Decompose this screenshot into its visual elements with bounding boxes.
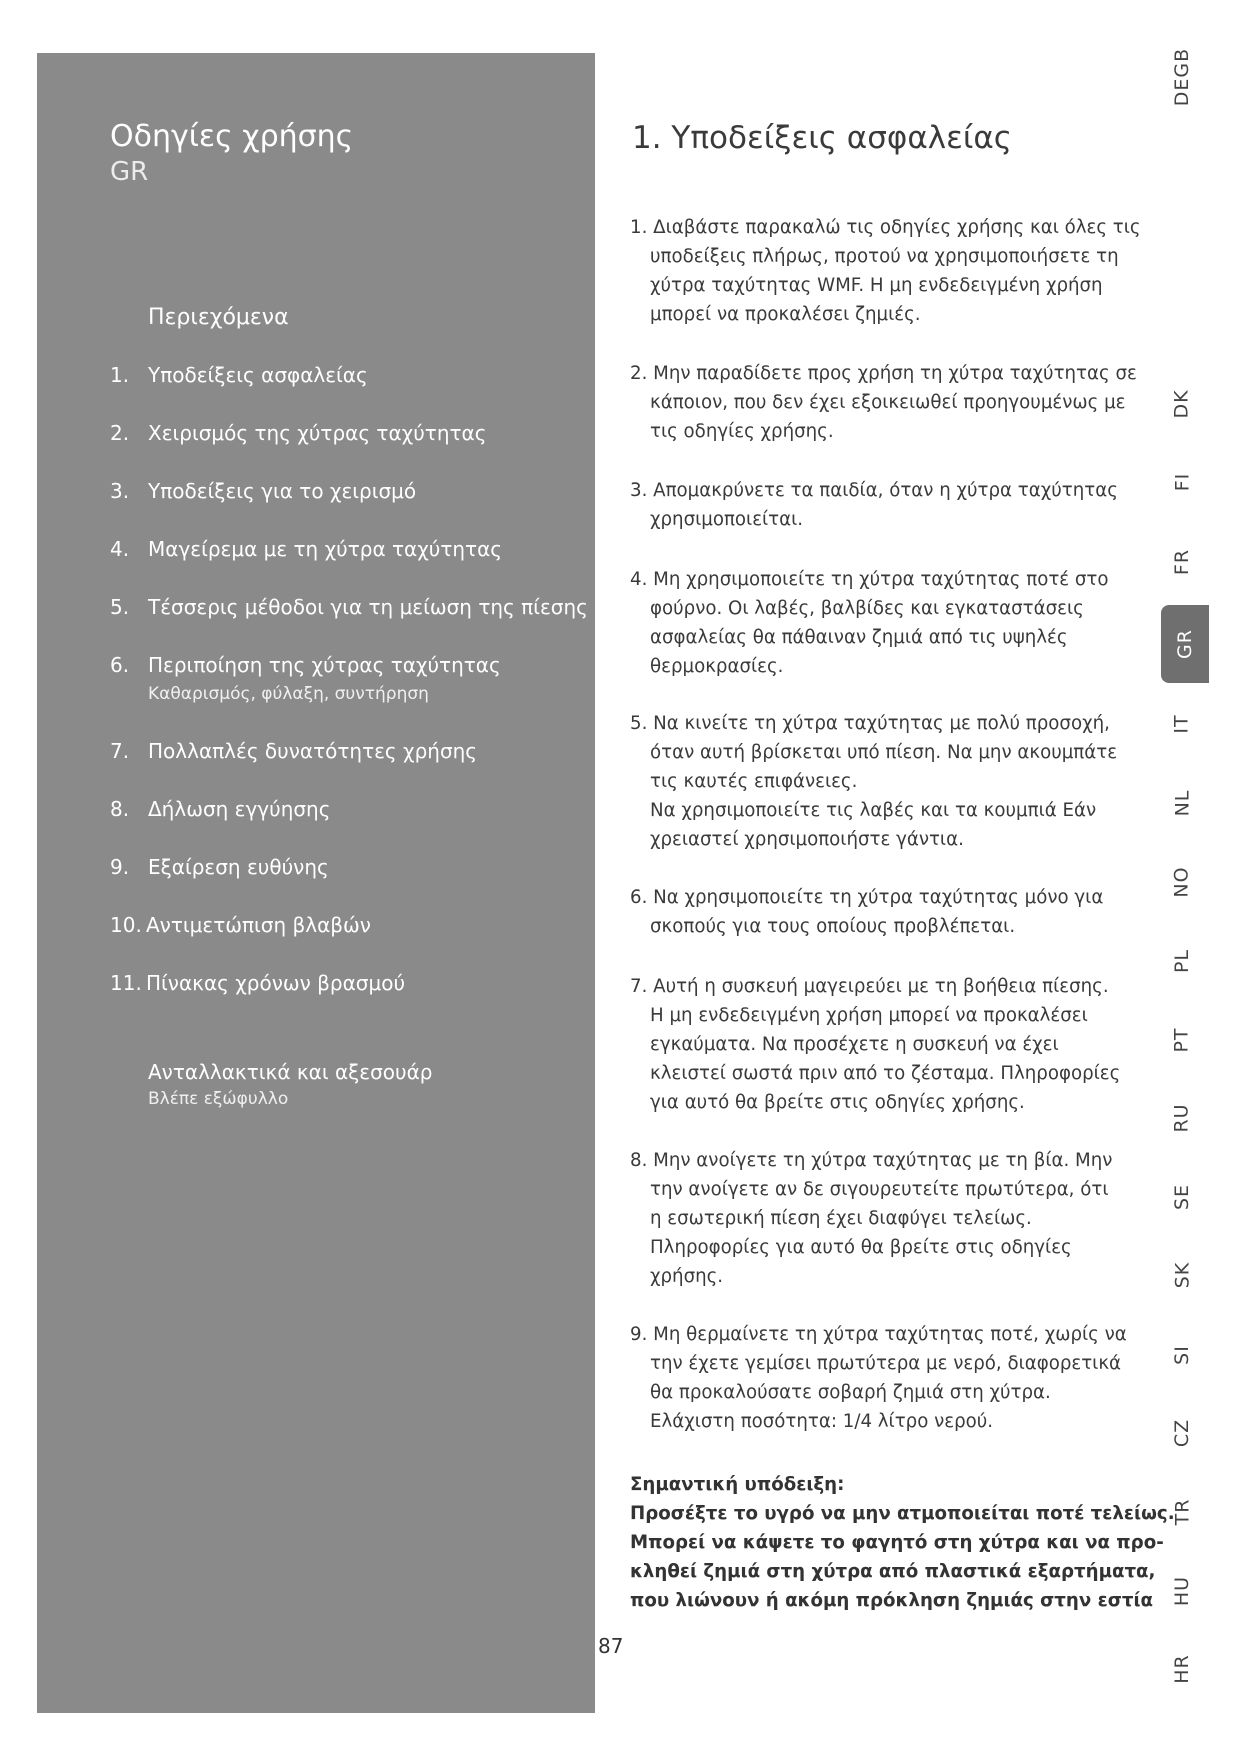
note-heading: Σημαντική υπόδειξη: (630, 1474, 845, 1495)
language-tab-fr[interactable] (1155, 527, 1209, 597)
rule-line: εγκαύματα. Να προσέχετε η συσκευή να έχει (650, 1034, 1059, 1055)
language-tab-label: PT (1170, 1027, 1193, 1053)
language-tab-fi[interactable] (1155, 447, 1209, 517)
rule-line: 9. Μη θερμαίνετε τη χύτρα ταχύτητας ποτέ, χωρίς να (630, 1324, 1127, 1345)
rule-line: τις καυτές επιφάνειες. (650, 771, 858, 792)
rule-line: η εσωτερική πίεση έχει διαφύγει τελείως. (650, 1208, 1032, 1229)
spare-parts-title: Ανταλλακτικά και αξεσουάρ (148, 1060, 433, 1084)
language-tab-nl[interactable] (1155, 768, 1209, 838)
language-tab-hu[interactable] (1155, 1556, 1209, 1626)
language-tab-label: HR (1171, 1654, 1193, 1684)
rule-line: Να χρησιμοποιείτε τις λαβές και τα κουμπιά Εάν (650, 800, 1097, 821)
toc-item-subtitle: Καθαρισμός, φύλαξη, συντήρηση (148, 684, 429, 704)
language-tab-label: FR (1170, 548, 1193, 576)
rule-line: χρησιμοποιείται. (650, 509, 804, 530)
rule-line: την έχετε γεμίσει πρωτύτερα με νερό, διαφορετικά (650, 1353, 1122, 1374)
language-tab-label: IT (1171, 714, 1193, 734)
safety-rule (630, 476, 1120, 534)
rule-line: Ελάχιστη ποσότητα: 1/4 λίτρο νερού. (650, 1411, 994, 1432)
language-tab-label: DEGB (1171, 47, 1193, 107)
rule-line: χύτρα ταχύτητας WMF. Η μη ενδεδειγμένη χρήση (650, 275, 1103, 296)
manual-title: Οδηγίες χρήσης (110, 119, 354, 154)
language-tab-label: SI (1170, 1345, 1193, 1365)
toc-item-number: 9. (110, 855, 130, 879)
rule-line: θα προκαλούσατε σοβαρή ζημιά στη χύτρα. (650, 1382, 1051, 1403)
language-tab-se[interactable] (1155, 1162, 1209, 1232)
language-tab-hr[interactable] (1155, 1634, 1209, 1704)
language-tab-label: TR (1171, 1498, 1193, 1526)
language-tab-sk[interactable] (1155, 1240, 1209, 1310)
toc-item-number: 7. (110, 739, 130, 763)
note-line: Προσέξτε το υγρό να μην ατμοποιείται ποτέ τελείως. (630, 1503, 1175, 1524)
toc-item-label: Πίνακας χρόνων βρασμού (146, 971, 406, 995)
rule-line: θερμοκρασίες. (650, 656, 784, 677)
language-tabs (1155, 0, 1209, 1754)
language-tab-label: SE (1170, 1183, 1193, 1211)
rule-line: ασφαλείας θα πάθαιναν ζημιά από τις υψηλές (650, 627, 1068, 648)
language-tab-gr[interactable] (1161, 605, 1209, 683)
language-tab-label: GR (1174, 629, 1196, 659)
language-tab-dk[interactable] (1155, 369, 1209, 439)
rule-line: όταν αυτή βρίσκεται υπό πίεση. Να μην ακουμπάτε (650, 742, 1118, 763)
toc-item-number: 11. (110, 971, 142, 995)
language-tab-label: NO (1170, 866, 1193, 898)
rule-line: χρειαστεί χρησιμοποιήστε γάντια. (650, 829, 964, 850)
language-tab-no[interactable] (1155, 847, 1209, 917)
rule-line: σκοπούς για τους οποίους προβλέπεται. (650, 916, 1016, 937)
toc-item-label: Τέσσερις μέθοδοι για τη μείωση της πίεσης (148, 595, 588, 619)
rule-line: την ανοίγετε αν δε σιγουρευτείτε πρωτύτερα, ότι (650, 1179, 1109, 1200)
toc-item-number: 4. (110, 537, 130, 561)
contents-heading: Περιεχόμενα (148, 305, 289, 330)
language-tab-label: HU (1170, 1575, 1193, 1607)
toc-item-label: Εξαίρεση ευθύνης (148, 855, 329, 879)
toc-item-label: Αντιμετώπιση βλαβών (146, 913, 371, 937)
important-note (630, 1470, 1175, 1615)
rule-line: υποδείξεις πλήρως, προτού να χρησιμοποιήσετε τη (650, 246, 1119, 267)
rule-line: 1. Διαβάστε παρακαλώ τις οδηγίες χρήσης και όλες τις (630, 217, 1141, 238)
safety-rule (630, 213, 1141, 329)
toc-item-number: 3. (110, 479, 130, 503)
language-tab-pt[interactable] (1155, 1005, 1209, 1075)
toc-item-number: 8. (110, 797, 130, 821)
toc-item-label: Υποδείξεις ασφαλείας (148, 363, 368, 387)
rule-line: 2. Μην παραδίδετε προς χρήση τη χύτρα ταχύτητας σε (630, 363, 1137, 384)
rule-line: 4. Μη χρησιμοποιείτε τη χύτρα ταχύτητας ποτέ στο (630, 569, 1109, 590)
language-tab-label: SK (1171, 1261, 1193, 1289)
language-tab-degb[interactable] (1155, 42, 1209, 112)
language-tab-label: FI (1170, 472, 1193, 492)
note-line: Μπορεί να κάψετε το φαγητό στη χύτρα και να προ- (630, 1532, 1164, 1553)
manual-language: GR (110, 157, 149, 187)
safety-rule (630, 1320, 1127, 1436)
language-tab-label: DK (1171, 389, 1193, 419)
toc-item-label: Πολλαπλές δυνατότητες χρήσης (148, 739, 478, 763)
section-title: 1. Υποδείξεις ασφαλείας (632, 120, 1012, 156)
language-tab-label: NL (1171, 789, 1193, 817)
note-line: που λιώνουν ή ακόμη πρόκληση ζημιάς στην εστία (630, 1590, 1154, 1611)
toc-item-number: 6. (110, 653, 130, 677)
contents-panel (37, 53, 595, 1713)
language-tab-it[interactable] (1155, 689, 1209, 759)
rule-line: κλειστεί σωστά πριν από το ζέσταμα. Πληροφορίες (650, 1063, 1121, 1084)
language-tab-tr[interactable] (1155, 1477, 1209, 1547)
language-tab-label: CZ (1170, 1418, 1193, 1448)
rule-line: 8. Μην ανοίγετε τη χύτρα ταχύτητας με τη βία. Μην (630, 1150, 1113, 1171)
spare-parts-reference: Βλέπε εξώφυλλο (148, 1089, 289, 1109)
rule-line: 5. Να κινείτε τη χύτρα ταχύτητας με πολύ προσοχή, (630, 713, 1110, 734)
toc-item-number: 5. (110, 595, 130, 619)
rule-line: 3. Απομακρύνετε τα παιδία, όταν η χύτρα ταχύτητας (630, 480, 1118, 501)
language-tab-si[interactable] (1155, 1320, 1209, 1390)
rule-line: τις οδηγίες χρήσης. (650, 421, 834, 442)
rule-line: κάποιον, που δεν έχει εξοικειωθεί προηγουμένως με (650, 392, 1126, 413)
rule-line: 6. Να χρησιμοποιείτε τη χύτρα ταχύτητας μόνο για (630, 887, 1104, 908)
toc-item-label: Υποδείξεις για το χειρισμό (148, 479, 417, 503)
safety-rule (630, 883, 1120, 941)
spare-parts-section (148, 1058, 432, 1112)
toc-item-label: Χειρισμός της χύτρας ταχύτητας (148, 421, 487, 445)
safety-rule (630, 359, 1137, 446)
language-tab-pl[interactable] (1155, 926, 1209, 996)
safety-rule (630, 972, 1120, 1117)
rule-line: μπορεί να προκαλέσει ζημιές. (650, 304, 921, 325)
rule-line: Πληροφορίες για αυτό θα βρείτε στις οδηγίες (650, 1237, 1072, 1258)
language-tab-cz[interactable] (1155, 1398, 1209, 1468)
toc-item-label: Μαγείρεμα με τη χύτρα ταχύτητας (148, 537, 503, 561)
toc-item-number: 1. (110, 363, 130, 387)
toc-item-number: 10. (110, 913, 142, 937)
toc-item-number: 2. (110, 421, 130, 445)
safety-rule (630, 709, 1120, 854)
rule-line: για αυτό θα βρείτε στις οδηγίες χρήσης. (650, 1092, 1025, 1113)
page-number: 87 (598, 1634, 624, 1658)
note-line: κληθεί ζημιά στη χύτρα από πλαστικά εξαρτήματα, (630, 1561, 1156, 1582)
language-tab-label: RU (1170, 1103, 1193, 1133)
rule-line: φούρνο. Οι λαβές, βαλβίδες και εγκαταστάσεις (650, 598, 1084, 619)
language-tab-label: PL (1170, 948, 1193, 974)
safety-rule (630, 565, 1120, 681)
toc-item-label: Περιποίηση της χύτρας ταχύτητας (148, 653, 501, 677)
rule-line: χρήσης. (650, 1266, 724, 1287)
language-tab-ru[interactable] (1155, 1083, 1209, 1153)
safety-rule (630, 1146, 1120, 1291)
rule-line: Η μη ενδεδειγμένη χρήση μπορεί να προκαλέσει (650, 1005, 1088, 1026)
rule-line: 7. Αυτή η συσκευή μαγειρεύει με τη βοήθεια πίεσης. (630, 976, 1109, 997)
toc-item-label: Δήλωση εγγύησης (148, 797, 331, 821)
